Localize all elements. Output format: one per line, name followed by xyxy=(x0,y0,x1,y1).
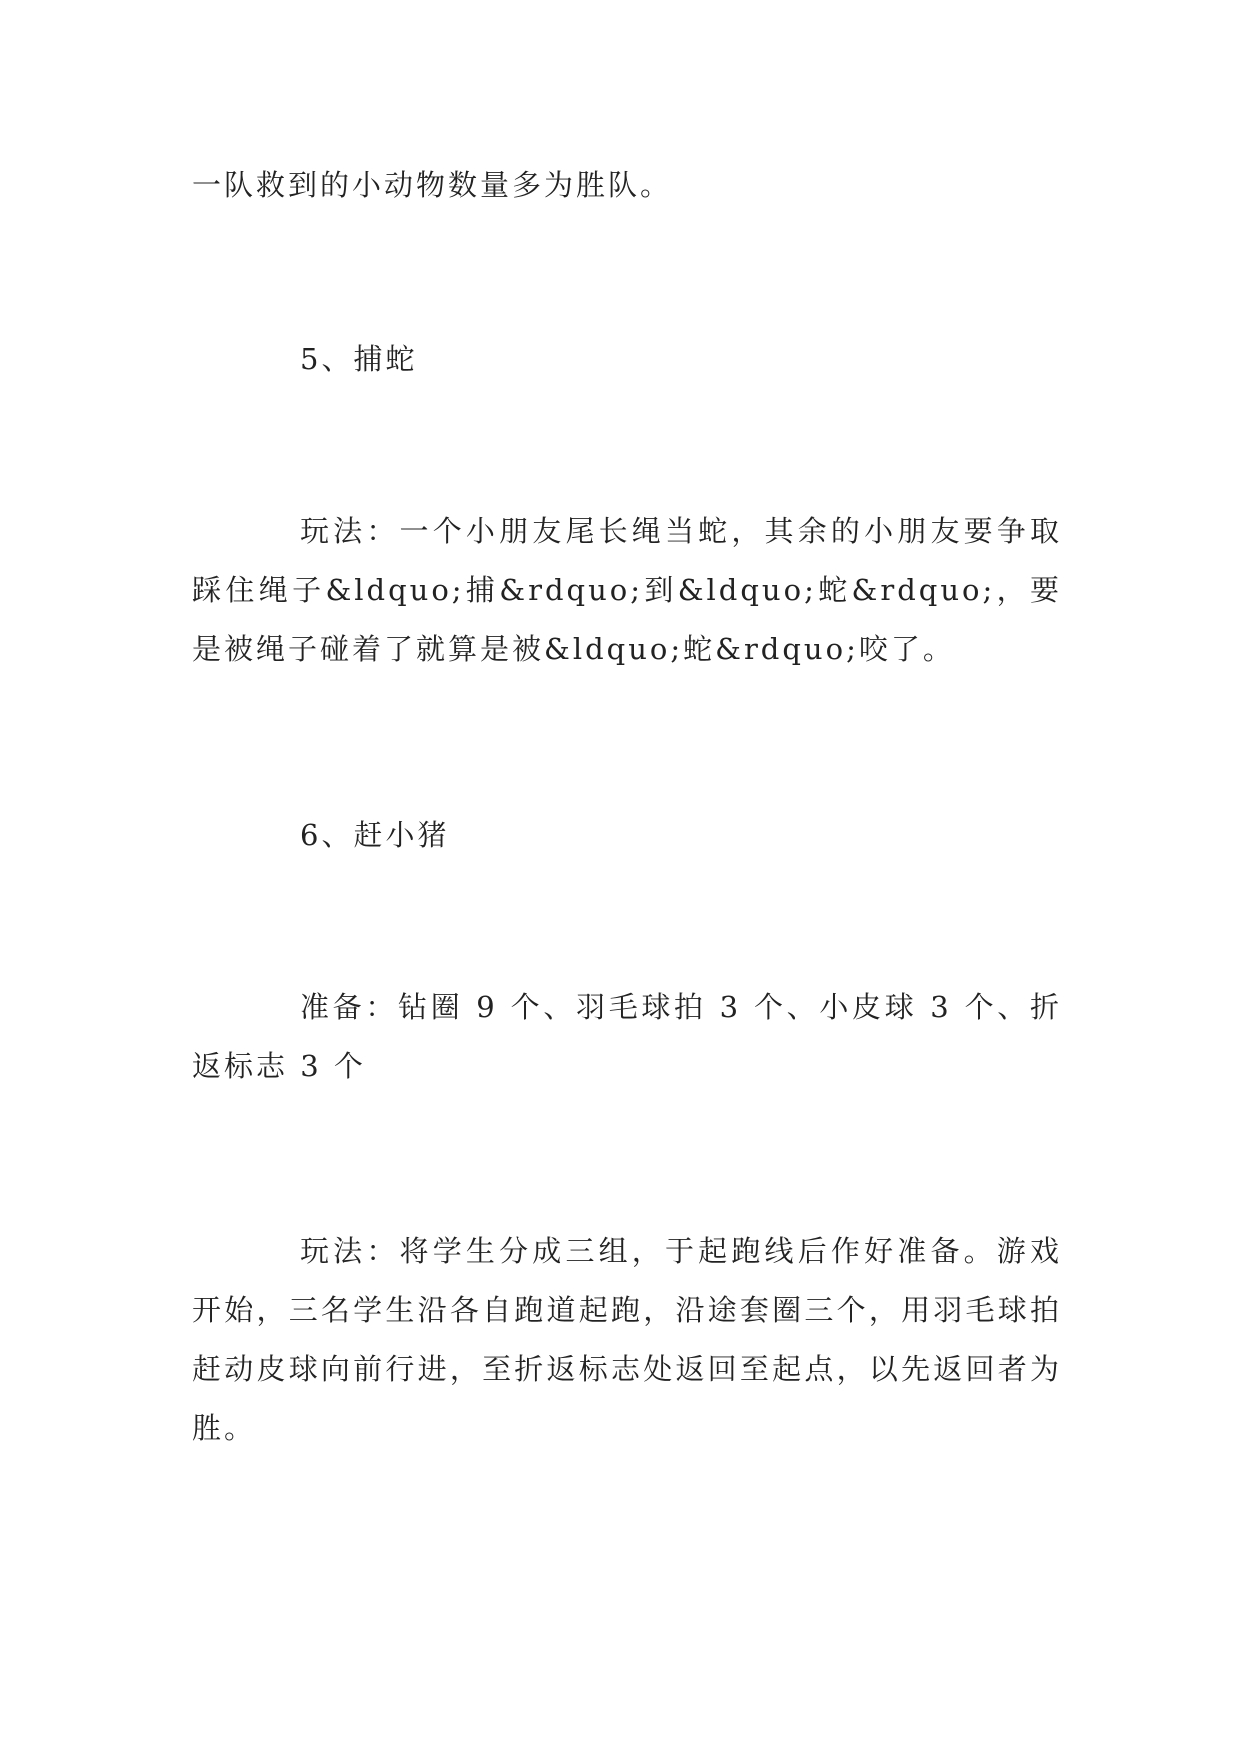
paragraph-continuation: 一队救到的小动物数量多为胜队。 xyxy=(192,168,673,202)
paragraph-drive-piglet-rules: 玩法：将学生分成三组，于起跑线后作好准备。游戏开始，三名学生沿各自跑道起跑，沿途套圈三个，用羽毛球拍赶动皮球向前行进，至折返标志处返回至起点，以先返回者为胜。 xyxy=(192,1234,1062,1445)
paragraph-drive-piglet-preparation: 准备：钻圈 9 个、羽毛球拍 3 个、小皮球 3 个、折返标志 3 个 xyxy=(192,990,1062,1083)
section-heading-catch-snake: 5、捕蛇 xyxy=(300,342,418,376)
section-heading-drive-piglet: 6、赶小猪 xyxy=(300,818,450,852)
paragraph-catch-snake-rules: 玩法：一个小朋友尾长绳当蛇，其余的小朋友要争取踩住绳子&ldquo;捕&rdquo;到&ldquo;蛇&rdquo;，要是被绳子碰着了就算是被&ldquo;蛇&rdquo;咬了。 xyxy=(192,514,1062,666)
